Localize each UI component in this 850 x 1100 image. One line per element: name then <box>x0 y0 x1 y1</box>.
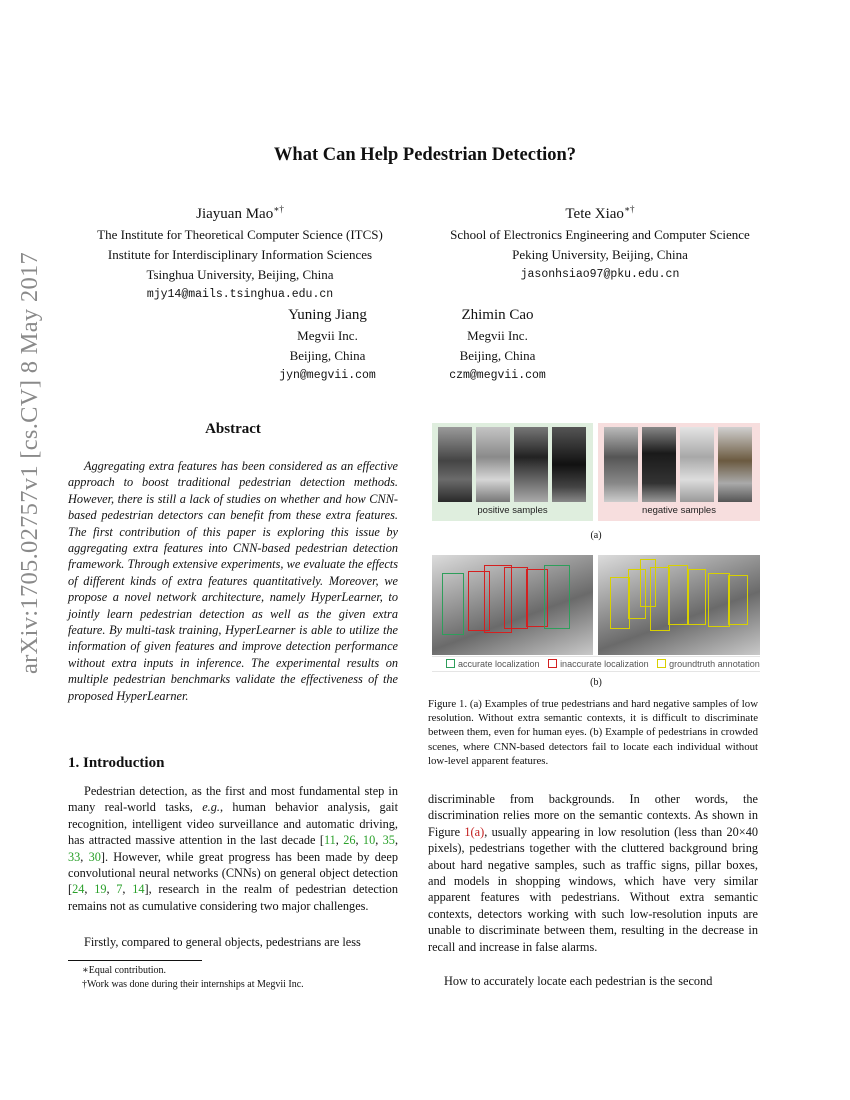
figure-caption: Figure 1. (a) Examples of true pedestrians and hard negative samples of low resolution. Without extra semantic contexts, it is difficult to discriminate between them, even for human eyes. (b) Example of pedestrians in crowded scenes, where CNN-based detectors fail to locate each individual without low-level apparent features. <box>428 698 758 767</box>
legend-swatch-inaccurate <box>548 659 557 668</box>
author-email[interactable]: jyn@megvii.com <box>279 369 376 382</box>
citation-link[interactable]: 33 <box>68 849 81 864</box>
footnote-1: ∗Equal contribution. <box>82 965 167 976</box>
paper-title: What Can Help Pedestrian Detection? <box>273 145 577 165</box>
groundtruth-annotation-box <box>668 565 688 625</box>
pedestrian-sample-image <box>514 427 548 502</box>
author-email[interactable]: jasonhsiao97@pku.edu.cn <box>520 268 680 281</box>
pedestrian-sample-image <box>476 427 510 502</box>
legend-swatch-groundtruth <box>657 659 666 668</box>
negative-samples-panel <box>598 423 760 521</box>
author-name: Yuning Jiang <box>288 307 367 323</box>
author-affiliation: Beijing, China <box>459 348 536 363</box>
negative-samples-label: negative samples <box>642 505 716 516</box>
citation-link[interactable]: 24 <box>72 882 85 897</box>
citation-link[interactable]: 14 <box>132 882 145 897</box>
author-email[interactable]: czm@megvii.com <box>449 369 546 382</box>
citation-link[interactable]: 7 <box>116 882 123 897</box>
right-paragraph-2: How to accurately locate each pedestrian is the second <box>444 974 713 988</box>
accurate-localization-box <box>544 565 570 629</box>
positive-samples-label: positive samples <box>477 505 548 516</box>
section-heading-introduction: 1. Introduction <box>68 755 165 771</box>
author-affiliation: School of Electronics Engineering and Computer Science <box>450 227 750 242</box>
crowded-scene-image-left <box>432 555 593 655</box>
citation-link[interactable]: 30 <box>88 849 101 864</box>
groundtruth-annotation-box <box>650 567 670 631</box>
negative-sample-image <box>718 427 752 502</box>
groundtruth-annotation-box <box>708 573 730 627</box>
author-name: Tete Xiao∗† <box>565 204 635 222</box>
figure-label-a: (a) <box>590 530 602 541</box>
footnote-rule <box>68 960 202 961</box>
figure-legend: accurate localization inaccurate localization groundtruth annotation <box>432 656 760 672</box>
arxiv-identifier: arXiv:1705.02757v1 [cs.CV] 8 May 2017 <box>16 251 43 674</box>
groundtruth-annotation-box <box>688 569 706 625</box>
citation-link[interactable]: 10 <box>362 833 376 848</box>
legend-swatch-accurate <box>446 659 455 668</box>
author-affiliation: Megvii Inc. <box>297 328 358 343</box>
author-name: Zhimin Cao <box>461 307 534 323</box>
negative-sample-image <box>604 427 638 502</box>
intro-paragraph-2: Firstly, compared to general objects, pedestrians are less <box>84 935 361 949</box>
citation-link[interactable]: 26 <box>343 833 356 848</box>
groundtruth-annotation-box <box>610 577 630 629</box>
footnote-2: †Work was done during their internships at Megvii Inc. <box>82 979 304 990</box>
citation-link[interactable]: 11 <box>323 833 336 848</box>
author-affiliation: Beijing, China <box>289 348 366 363</box>
groundtruth-annotation-box <box>728 575 748 625</box>
negative-sample-image <box>642 427 676 502</box>
abstract-heading: Abstract <box>205 421 261 437</box>
abstract-text: Aggregating extra features has been considered as an effective approach to boost traditional pedestrian detection methods. However, there is still a lack of studies on whether and how CNN-based pedestrian detectors can benefit from these extra features. The first contribution of this paper is exploring this issue by aggregating extra features into CNN-based pedestrian detection framework. Through extensive experiments, we evaluate the effects of different kinds of extra features quantitatively. Moreover, we propose a novel network architecture, namely HyperLearner, to jointly learn pedestrian detection as well as the given extra feature. By multi-task training, HyperLearner is able to utilize the information of given features and improve detection performance without extra inputs in inference. The experimental results on multiple pedestrian benchmarks validate the effectiveness of the proposed HyperLearner. <box>68 459 398 703</box>
author-affiliation: Institute for Interdisciplinary Information Sciences <box>107 247 373 262</box>
right-paragraph-1: discriminable from backgrounds. In other words, the discrimination relies more on the semantic contexts. As shown in Figure 1(a), usually appearing in low resolution (less than 20×40 pixels), pedestrians together with the cluttered background bring about hard negative samples, such as traffic signs, pillar boxes, and models in shopping windows, which have very similar apparent features with pedestrians. Without extra semantic contexts, detectors working with such low-resolution inputs are unable to discriminate between them, resulting in the decrease in recall and increase in false alarms. <box>428 792 758 954</box>
pedestrian-sample-image <box>438 427 472 502</box>
author-affiliation: Peking University, Beijing, China <box>512 247 688 262</box>
author-email[interactable]: mjy14@mails.tsinghua.edu.cn <box>146 288 334 301</box>
author-block-4 <box>420 304 575 386</box>
pedestrian-sample-image <box>552 427 586 502</box>
author-block-2 <box>410 198 790 285</box>
citation-link[interactable]: 35 <box>382 833 395 848</box>
author-name: Jiayuan Mao∗† <box>196 204 284 222</box>
accurate-localization-box <box>442 573 464 635</box>
positive-samples-panel <box>432 423 593 521</box>
figure-label-b: (b) <box>590 677 602 688</box>
crowded-scene-image-right <box>598 555 760 655</box>
citation-link[interactable]: 19 <box>94 882 107 897</box>
author-affiliation: Megvii Inc. <box>467 328 528 343</box>
intro-paragraph-1: Pedestrian detection, as the first and most fundamental step in many real-world tasks, e.g., human behavior analysis, gait recognition, intelligent video surveillance and automatic driving, has attracted massive attention in the last decade [11, 26, 10, 35, 33, 30]. However, while great progress has been made by deep convolutional neural networks (CNNs) on general object detection [24, 19, 7, 14], research in the realm of pedestrian detection remains not as cumulative considering two major challenges. <box>68 784 399 913</box>
author-block-1 <box>60 198 420 305</box>
author-affiliation: Tsinghua University, Beijing, China <box>146 267 334 282</box>
inaccurate-localization-box <box>504 567 528 629</box>
negative-sample-image <box>680 427 714 502</box>
author-block-3 <box>250 304 405 386</box>
figure-link[interactable]: 1(a) <box>464 824 485 839</box>
author-affiliation: The Institute for Theoretical Computer Science (ITCS) <box>97 227 383 242</box>
